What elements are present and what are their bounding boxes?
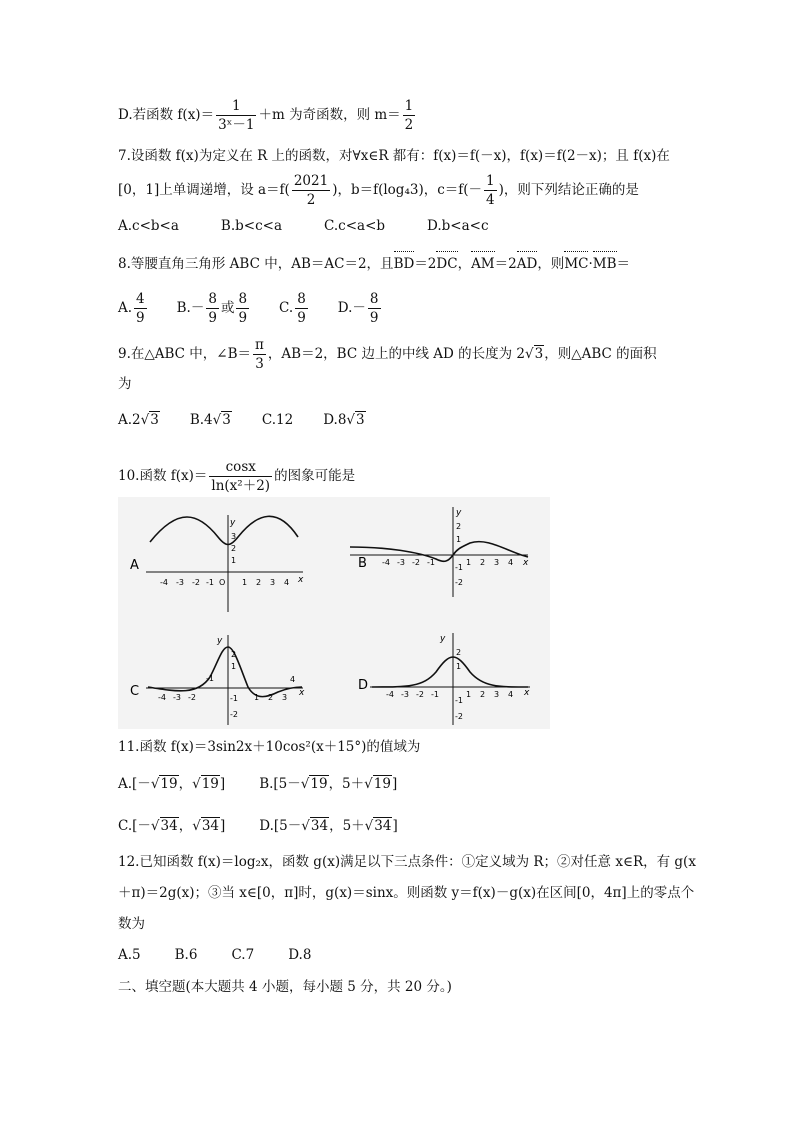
svg-text:-2: -2	[455, 712, 463, 721]
svg-text:-3: -3	[401, 690, 409, 699]
q7-options	[118, 216, 531, 236]
svg-text:-1: -1	[427, 558, 435, 567]
svg-text:1: 1	[254, 693, 260, 702]
svg-text:2: 2	[231, 544, 237, 553]
svg-text:-1: -1	[431, 690, 439, 699]
q11-option-d[interactable]: D.[5－√34，5＋√34]	[259, 818, 398, 834]
svg-text:-3: -3	[397, 558, 405, 567]
vector-ad: AD	[516, 256, 538, 272]
svg-text:1: 1	[466, 690, 472, 699]
vector-dc: DC	[436, 256, 458, 272]
q8-option-b[interactable]: B.－ $\frac{8}{9}$ 或 $\frac{8}{9}$	[176, 291, 248, 326]
svg-text:3: 3	[282, 693, 288, 702]
svg-text:y: y	[217, 636, 223, 646]
svg-text:4: 4	[508, 558, 514, 567]
q7-fraction-2021: $\frac{2021}{2}$	[293, 173, 329, 208]
graph-c[interactable]	[130, 635, 305, 725]
graph-b-label: B	[358, 556, 367, 571]
svg-text:-3: -3	[173, 693, 181, 702]
svg-text:1: 1	[456, 535, 462, 544]
q10-stem: 10.函数 f(x)＝ $\frac{\cos x}{\text{ln(x²＋2)}}$ 的图象可能是	[118, 459, 356, 494]
svg-text:y: y	[440, 634, 446, 644]
svg-text:1: 1	[242, 578, 248, 587]
svg-text:-1: -1	[455, 563, 463, 572]
graph-c-label: C	[130, 684, 140, 699]
svg-text:4: 4	[284, 578, 290, 587]
q12-option-b[interactable]: B.6	[174, 947, 198, 963]
svg-text:-1: -1	[455, 696, 463, 705]
svg-text:1: 1	[231, 556, 237, 565]
svg-text:-2: -2	[455, 578, 463, 587]
vector-mb: MB	[592, 256, 617, 272]
svg-text:-2: -2	[192, 578, 200, 587]
graph-d[interactable]	[358, 633, 530, 725]
q9-option-d[interactable]: D.8√3	[323, 412, 365, 428]
q8-option-c[interactable]: C. $\frac{8}{9}$	[279, 291, 306, 326]
q6d-prefix: D.若函数 f(x)＝	[118, 107, 215, 123]
q12-options	[118, 945, 353, 965]
vector-mc: MC	[564, 256, 589, 272]
svg-text:3: 3	[270, 578, 276, 587]
q8-options	[118, 290, 425, 327]
q11-option-a[interactable]: A.[－√19，√19]	[118, 776, 226, 792]
svg-text:2: 2	[231, 650, 237, 659]
q12-line1: 12.已知函数 f(x)＝log₂x，函数 g(x)满足以下三点条件：①定义域为 R；②对任意 x∈R，有 g(x	[118, 854, 696, 870]
q9-option-c[interactable]: C.12	[261, 412, 294, 428]
svg-text:x: x	[299, 688, 305, 698]
svg-text:x: x	[523, 558, 529, 568]
q6-option-d	[118, 97, 417, 134]
svg-text:-4: -4	[160, 578, 168, 587]
svg-text:-2: -2	[412, 558, 420, 567]
svg-text:x: x	[524, 688, 530, 698]
q9-stem: 9.在△ABC 中，∠B＝ $\frac{\pi}{3}$ ，AB＝2，BC 边上的中线 AD 的长度为 2√3，则△ABC 的面积	[118, 337, 657, 372]
svg-text:1: 1	[466, 558, 472, 567]
svg-text:4: 4	[290, 675, 296, 684]
svg-text:-1: -1	[230, 694, 238, 703]
graph-a-label: A	[130, 558, 139, 573]
q11-option-b[interactable]: B.[5－√19，5＋√19]	[259, 776, 398, 792]
svg-text:y: y	[456, 508, 462, 518]
q12-line2: ＋π)＝2g(x)；③当 x∈[0，π]时，g(x)＝sinx。则函数 y＝f(x)－g(x)在区间[0，4π]上的零点个	[118, 885, 695, 901]
svg-text:2: 2	[456, 522, 462, 531]
svg-text:-1: -1	[206, 578, 214, 587]
q9-fraction-pi-3: $\frac{\pi}{3}$	[255, 337, 264, 372]
q11-options-cd	[118, 816, 440, 836]
q7-line1: 7.设函数 f(x)为定义在 R 上的函数，对∀x∈R 都有：f(x)＝f(－x)，f(x)＝f(2－x)；且 f(x)在	[118, 148, 670, 164]
svg-text:2: 2	[268, 693, 274, 702]
q7-option-d[interactable]: D.b<a<c	[427, 218, 489, 234]
vector-am: AM	[471, 256, 495, 272]
q9-option-b[interactable]: B.4√3	[189, 412, 231, 428]
svg-text:-4: -4	[382, 558, 390, 567]
q9-line2: 为	[118, 376, 132, 392]
svg-text:-3: -3	[176, 578, 184, 587]
q6d-answer-fraction: $\frac{1}{2}$	[404, 98, 414, 133]
svg-text:4: 4	[508, 690, 514, 699]
q11-option-c[interactable]: C.[－√34，√34]	[118, 818, 226, 834]
svg-text:-2: -2	[188, 693, 196, 702]
q9-options	[118, 410, 408, 430]
q11-stem: 11.函数 f(x)＝3sin2x＋10cos²(x＋15°)的值域为	[118, 739, 421, 755]
svg-text:-2: -2	[416, 690, 424, 699]
q7-option-b[interactable]: B.b<c<a	[220, 218, 283, 234]
q7-option-a[interactable]: A.c<b<a	[118, 218, 179, 234]
svg-text:1: 1	[456, 662, 462, 671]
svg-text:x: x	[298, 575, 304, 585]
svg-text:3: 3	[231, 532, 237, 541]
q8-option-d[interactable]: D.－ $\frac{8}{9}$	[337, 291, 379, 326]
svg-text:1: 1	[231, 662, 237, 671]
svg-text:2: 2	[256, 578, 262, 587]
svg-text:2: 2	[480, 558, 486, 567]
svg-text:O: O	[219, 578, 226, 587]
q11-options-ab	[118, 774, 439, 794]
vector-bd: BD	[393, 256, 415, 272]
q12-option-c[interactable]: C.7	[231, 947, 255, 963]
graph-d-label: D	[358, 678, 369, 693]
svg-text:3: 3	[494, 558, 500, 567]
svg-text:2: 2	[456, 648, 462, 657]
q7-option-c[interactable]: C.c<a<b	[324, 218, 386, 234]
svg-text:3: 3	[494, 690, 500, 699]
svg-text:-4: -4	[158, 693, 166, 702]
q8-stem: 8.等腰直角三角形 ABC 中，AB＝AC＝2，且BD＝2DC，AM＝2AD，则MC·MB＝	[118, 256, 631, 272]
svg-text:-1: -1	[206, 674, 214, 683]
section2-title: 二、填空题(本大题共 4 小题，每小题 5 分，共 20 分。)	[118, 979, 452, 995]
svg-text:y: y	[230, 518, 236, 528]
q12-option-a[interactable]: A.5	[118, 947, 141, 963]
q10-graphs	[118, 497, 550, 729]
q8-option-a[interactable]: A. $\frac{4}{9}$	[118, 291, 145, 326]
svg-text:2: 2	[480, 690, 486, 699]
q7-line2: [0，1]上单调递增，设 a＝f( $\frac{2021}{2}$ )，b＝f(log₄3)，c＝f(－ $\frac{1}{4}$ )，则下列结论正确的是	[118, 173, 639, 208]
sqrt-3: √3	[525, 346, 544, 362]
q12-option-d[interactable]: D.8	[288, 947, 312, 963]
q10-graphs-svg	[118, 497, 550, 729]
graph-b[interactable]	[350, 507, 529, 597]
q6d-mid: ＋m 为奇函数，则 m＝	[258, 107, 401, 123]
q7-fraction-quarter: $\frac{1}{4}$	[486, 173, 495, 208]
svg-text:-2: -2	[230, 710, 238, 719]
q12-line3: 数为	[118, 916, 145, 932]
q9-option-a[interactable]: A.2√3	[118, 412, 159, 428]
svg-text:-4: -4	[386, 690, 394, 699]
graph-a[interactable]	[130, 515, 304, 612]
q10-fraction: $\frac{\cos x}{\text{ln(x²＋2)}}$	[211, 459, 271, 494]
q6d-fraction: $\frac{1}{\text{3ˣ－1}}$	[218, 98, 255, 133]
